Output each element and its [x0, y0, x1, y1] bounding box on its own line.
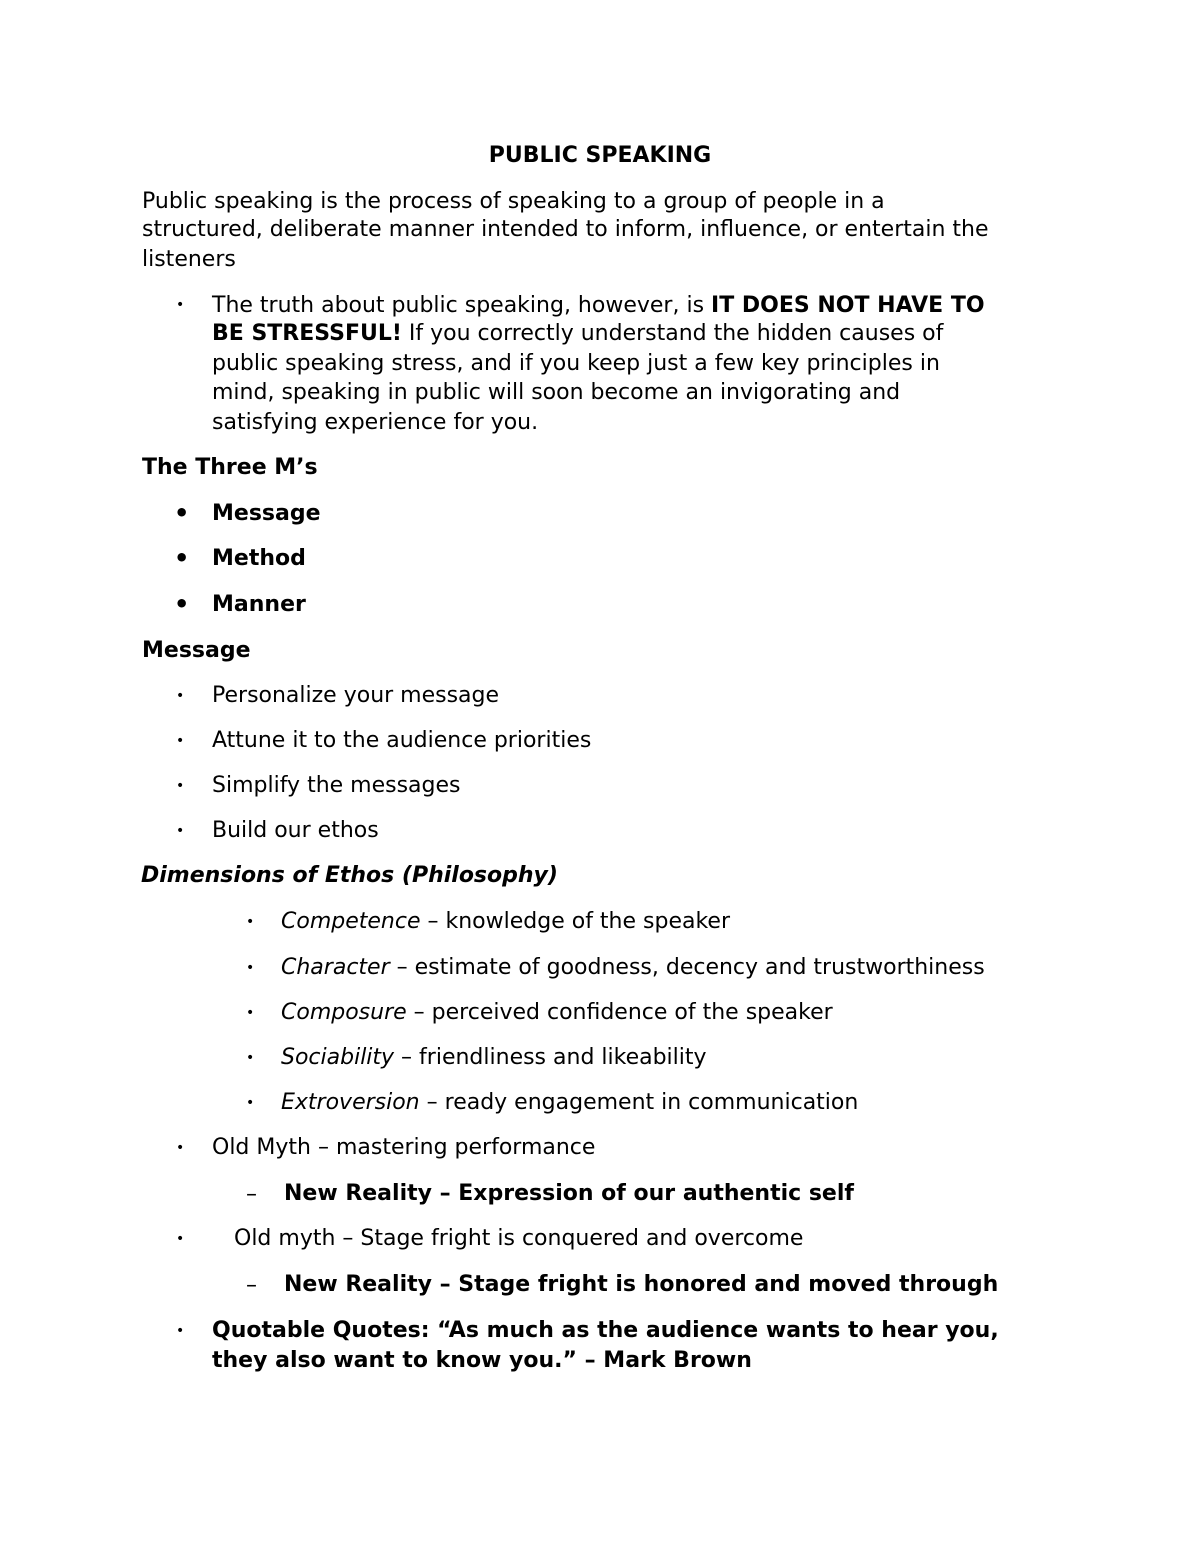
message-item: Simplify the messages [212, 773, 461, 798]
new-reality-1: New Reality – Expression of our authentic self [284, 1181, 854, 1206]
old-myth-1: Old Myth – mastering performance [212, 1135, 596, 1160]
bullet-icon: • [174, 590, 190, 618]
ethos-item-competence: Competence – knowledge of the speaker [281, 909, 731, 934]
three-ms-item-message: Message [212, 501, 321, 526]
intro-line-2: structured, deliberate manner intended to inform, influence, or entertain the [142, 217, 989, 242]
ethos-item-character: Character – estimate of goodness, decency and trustworthiness [281, 955, 985, 980]
bullet-icon: • [176, 733, 185, 749]
old-myth-2: Old myth – Stage fright is conquered and overcome [234, 1226, 804, 1251]
bullet-icon: • [176, 1323, 185, 1339]
intro-line-3: listeners [142, 247, 236, 272]
intro-line-1: Public speaking is the process of speaking to a group of people in a [142, 189, 885, 214]
bullet-icon: • [246, 914, 255, 930]
three-ms-item-manner: Manner [212, 592, 306, 617]
bullet-icon: • [246, 1005, 255, 1021]
message-heading: Message [142, 638, 251, 663]
ethos-item-extroversion: Extroversion – ready engagement in communication [281, 1090, 859, 1115]
bullet-icon: • [176, 778, 185, 794]
three-ms-heading: The Three M’s [142, 455, 318, 480]
ethos-item-composure: Composure – perceived confidence of the speaker [281, 1000, 833, 1025]
bullet-icon: • [246, 1095, 255, 1111]
truth-line-2: BE STRESSFUL! If you correctly understand the hidden causes of [212, 321, 944, 346]
bullet-icon: • [176, 1140, 185, 1156]
message-item: Build our ethos [212, 818, 379, 843]
message-item: Personalize your message [212, 683, 500, 708]
three-ms-item-method: Method [212, 546, 306, 571]
bullet-icon: • [246, 960, 255, 976]
bullet-icon: • [176, 688, 185, 704]
ethos-heading: Dimensions of Ethos (Philosophy) [141, 863, 558, 888]
message-item: Attune it to the audience priorities [212, 728, 592, 753]
page-title: PUBLIC SPEAKING [488, 143, 712, 168]
dash-icon: – [246, 1273, 257, 1298]
bullet-icon: • [246, 1050, 255, 1066]
bullet-icon: • [176, 297, 185, 313]
ethos-item-sociability: Sociability – friendliness and likeability [281, 1045, 707, 1070]
truth-line-1: The truth about public speaking, however, is IT DOES NOT HAVE TO [212, 293, 985, 318]
quote-line-2: they also want to know you.” – Mark Brown [212, 1348, 752, 1373]
bullet-icon: • [174, 544, 190, 572]
quote-line-1: Quotable Quotes: “As much as the audience wants to hear you, [212, 1318, 999, 1343]
dash-icon: – [246, 1182, 257, 1207]
new-reality-2: New Reality – Stage fright is honored and moved through [284, 1272, 999, 1297]
bullet-icon: • [176, 1231, 185, 1247]
bullet-icon: • [176, 823, 185, 839]
truth-line-4: mind, speaking in public will soon become an invigorating and [212, 380, 901, 405]
truth-line-3: public speaking stress, and if you keep just a few key principles in [212, 351, 940, 376]
bullet-icon: • [174, 499, 190, 527]
truth-line-5: satisfying experience for you. [212, 410, 539, 435]
